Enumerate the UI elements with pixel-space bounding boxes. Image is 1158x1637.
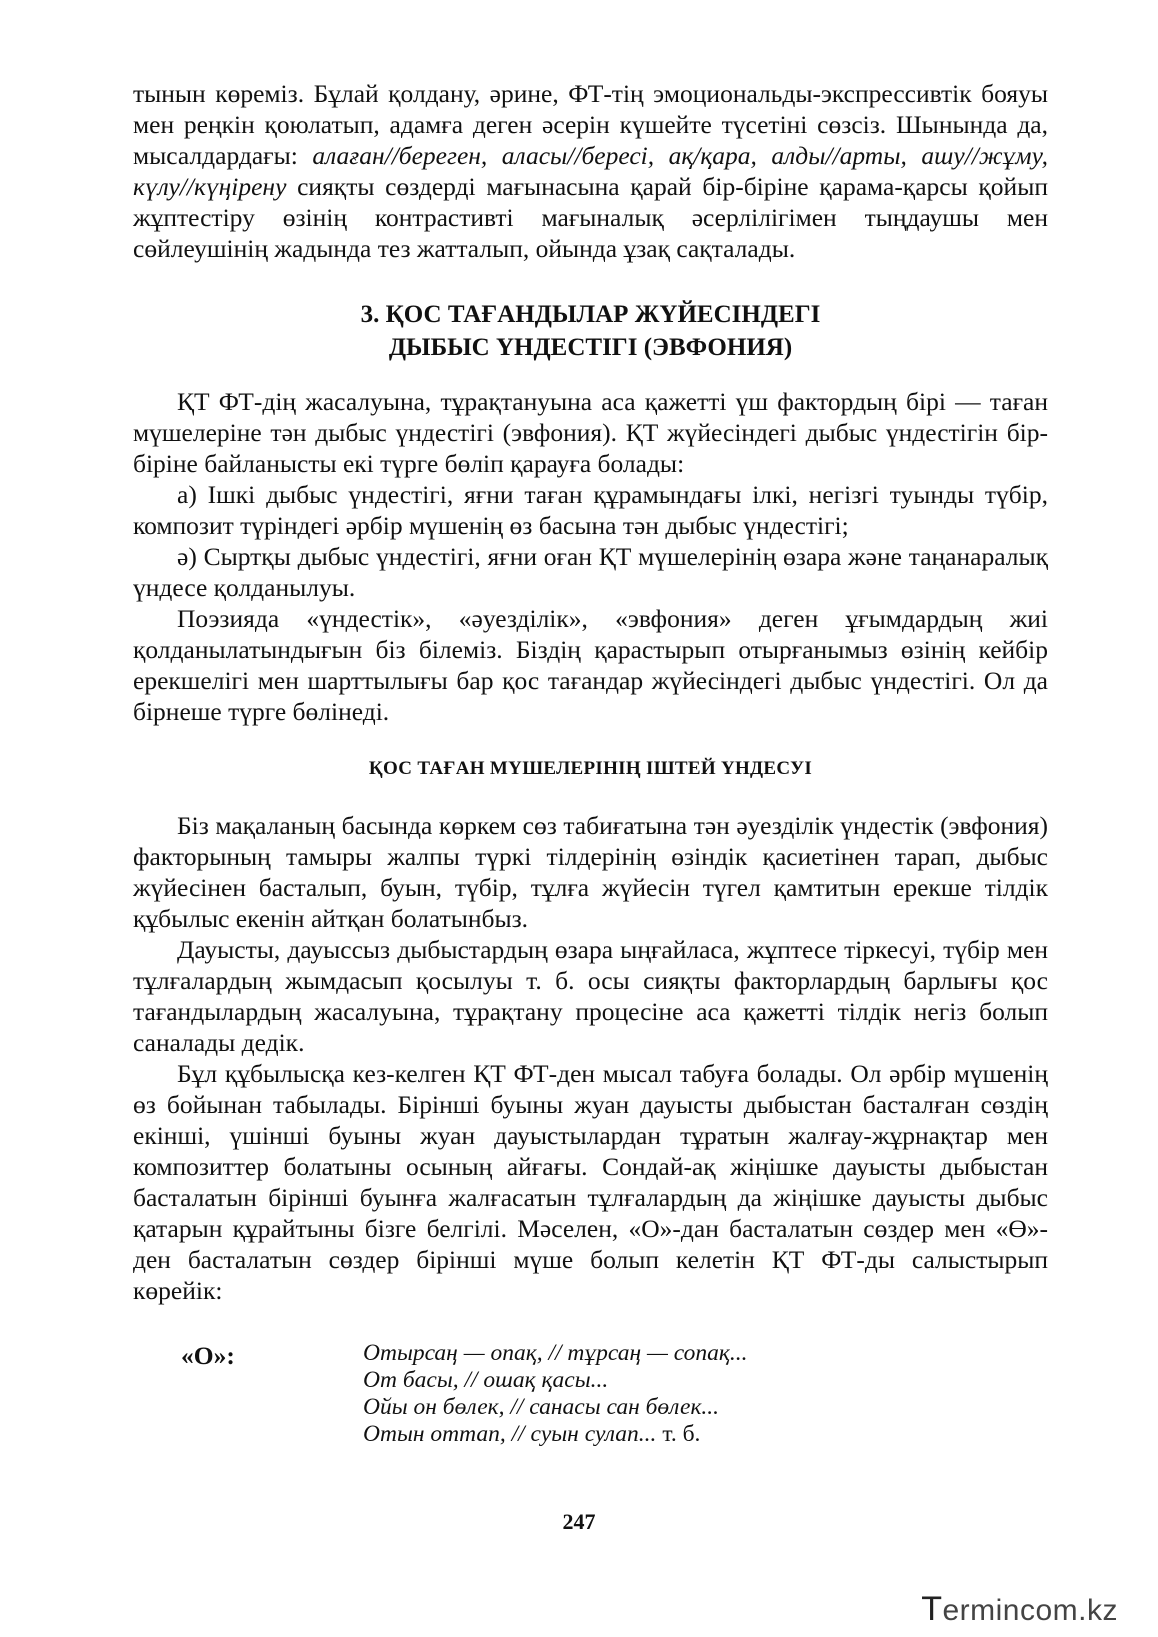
subsection-paragraph-1: Біз мақаланың басында көркем сөз табиғатына тән әуезділік үндестік (эвфония) факторының тамыры жалпы түркі тілдерінің өзіндік қасиетінен тарап, дыбыс жүйесінен басталып, буын, түбір, тұлға жүйесін түгел қамтитын ерекше тілдік құбылыс екенін айтқан болатынбыз. (133, 811, 1048, 933)
watermark-text: ermincom.kz (942, 1594, 1118, 1627)
page-number: 247 (562, 1509, 596, 1534)
page-body (133, 78, 1048, 1448)
section-paragraph-2: а) Ішкі дыбыс үндестігі, яғни таған құрамындағы ілкі, негізгі туынды түбір, композит түріндегі әрбір мүшенің өз басына тән дыбыс үндестігі; (133, 480, 1048, 540)
watermark-logo (921, 1590, 1118, 1629)
watermark-prefix: T (921, 1590, 943, 1628)
section-paragraph-4: Поэзияда «үндестік», «әуезділік», «эвфония» деген ұғымдардың жиі қолданылатындығын біз білеміз. Біздің қарастырып отырғанымыз өзінің кейбір ерекшелігі мен шарттылығы бар қос тағандар жүйесіндегі дыбыс үндестігі. Ол да бірнеше түрге бөлінеді. (133, 604, 1048, 726)
section-title-line-2: ДЫБЫС ҮНДЕСТІГІ (ЭВФОНИЯ) (388, 334, 793, 361)
section-heading (133, 298, 1048, 364)
poem-line: Отырсаң — опақ, // тұрсаң — сопақ... (363, 1340, 748, 1366)
section-paragraph-1: ҚТ ФТ-дің жасалуына, тұрақтануына аса қажетті үш фактордың бірі — таған мүшелеріне тән дыбыс үндестігі (эвфония). ҚТ жүйесіндегі дыбыс үндестігін бір-біріне байланысты екі түрге бөліп қарауға болады: (133, 387, 1048, 478)
section-paragraph-3: ә) Сыртқы дыбыс үндестігі, яғни оған ҚТ мүшелерінің өзара және таңанаралық үндесе қолданылуы. (133, 542, 1048, 602)
poem-line: Ойы он бөлек, // санасы сан бөлек... (363, 1394, 720, 1420)
intro-text-2: сияқты сөздерді мағынасына қарай бір-біріне қарама-қарсы қойып жұптестіру өзінің контрастивті мағыналық әсерлілігімен тыңдаушы мен сөйлеушінің жадында тез жатталып, ойында ұзақ сақталады. (133, 172, 1048, 263)
intro-examples: алаған//береген, аласы//бересі, ақ/қара, алды//арты, ашу//жұму, күлу//күңірену (133, 141, 1048, 201)
poem-line: От басы, // ошақ қасы... (363, 1367, 609, 1393)
intro-text: тынын көреміз. Бұлай қолдану, әрине, ФТ-тің эмоциональды-экспрессивтік бояуы мен реңкін қоюлатып, адамға деген әсерін күшейте түсетіні сөзсіз. Шынында да, мысалдардағы: (133, 79, 1048, 170)
section-title-line-1: 3. ҚОС ТАҒАНДЫЛАР ЖҮЙЕСІНДЕГІ (360, 301, 821, 328)
poem-line: Отын оттап, // суын сулап... (363, 1421, 657, 1447)
poem-lines (363, 1340, 747, 1448)
poem-example (133, 1340, 1048, 1448)
subsection-paragraph-2: Дауысты, дауыссыз дыбыстардың өзара ыңғайласа, жұптесе тіркесуі, түбір мен тұлғалардың жымдасып қосылуы т. б. осы сияқты факторлардың барлығы қос тағандылардың жасалуына, тұрақтану процесіне аса қажетті тілдік негіз болып саналады дедік. (133, 935, 1048, 1057)
poem-line-last (363, 1421, 747, 1448)
poem-label: «О»: (181, 1341, 235, 1370)
subsection-heading: ҚОС ТАҒАН МҮШЕЛЕРІНІҢ ІШТЕЙ ҮНДЕСУІ (368, 758, 813, 779)
subsection-paragraph-3: Бұл құбылысқа кез-келген ҚТ ФТ-ден мысал табуға болады. Ол әрбір мүшенің өз бойынан табылады. Бірінші буыны жуан дауысты дыбыстан басталған сөздің екінші, үшінші буыны жуан дауыстылардан тұратын жалғау-жұрнақтар мен композиттер болатыны осының айғағы. Сондай-ақ жіңішке дауысты дыбыстан басталатын бірінші буынға жалғасатын тұлғалардың да жіңішке дауысты дыбыс қатарын құрайтыны бізге белгілі. Мәселен, «О»-дан басталатын сөздер мен «Ө»-ден басталатын сөздер бірінші мүше болып келетін ҚТ ФТ-ды салыстырып көрейік: (133, 1059, 1048, 1305)
poem-tail: т. б. (656, 1421, 701, 1447)
intro-paragraph (133, 78, 1048, 264)
